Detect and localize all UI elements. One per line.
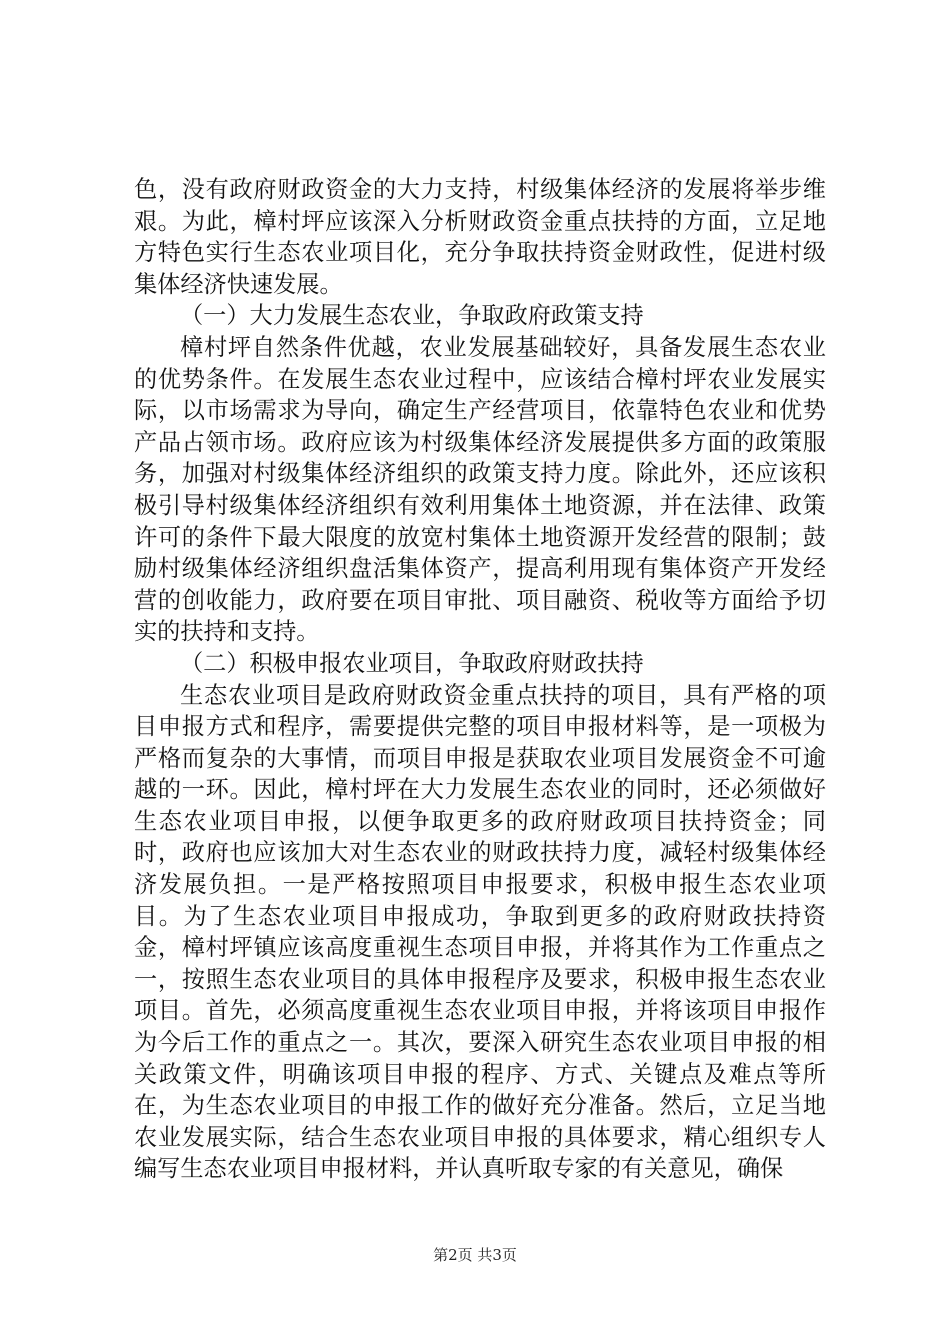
section-heading-2: （二）积极申报农业项目，争取政府财政扶持 [180,649,644,677]
section-heading-1: （一）大力发展生态农业，争取政府政策支持 [180,302,644,330]
paragraph-ecological-agriculture: 樟村坪自然条件优越，农业发展基础较好，具备发展生态农业的优势条件。在发展生态农业过程中，应该结合樟村坪农业发展实际，以市场需求为导向，确定生产经营项目，依靠特色农业和优势产品占领市场。政府应该为村级集体经济发展提供多方面的政策服务，加强对村级集体经济组织的政策支持力度。除此外，还应该积极引导村级集体经济组织有效利用集体土地资源，并在法律、政策许可的条件下最大限度的放宽村集体土地资源开发经营的限制；鼓励村级集体经济组织盘活集体资产，提高利用现有集体资产开发经营的创收能力，政府要在项目审批、项目融资、税收等方面给予切实的扶持和支持。 [134,333,826,646]
page-footer: 第2页 共3页 [433,1246,517,1264]
paragraph-continuation: 色，没有政府财政资金的大力支持，村级集体经济的发展将举步维艰。为此，樟村坪应该深入分析财政资金重点扶持的方面，立足地方特色实行生态农业项目化，充分争取扶持资金财政性，促进村级集体经济快速发展。 [134,176,826,298]
document-body [134,174,826,1185]
paragraph-project-application: 生态农业项目是政府财政资金重点扶持的项目，具有严格的项目申报方式和程序，需要提供完整的项目申报材料等，是一项极为严格而复杂的大事情，而项目申报是获取农业项目发展资金不可逾越的一环。因此，樟村坪在大力发展生态农业的同时，还必须做好生态农业项目申报，以便争取更多的政府财政项目扶持资金；同时，政府也应该加大对生态农业的财政扶持力度，减轻村级集体经济发展负担。一是严格按照项目申报要求，积极申报生态农业项目。为了生态农业项目申报成功，争取到更多的政府财政扶持资金，樟村坪镇应该高度重视生态项目申报，并将其作为工作重点之一，按照生态农业项目的具体申报程序及要求，积极申报生态农业项目。首先，必须高度重视生态农业项目申报，并将该项目申报作为今后工作的重点之一。其次，要深入研究生态农业项目申报的相关政策文件，明确该项目申报的程序、方式、关键点及难点等所在，为生态农业项目的申报工作的做好充分准备。然后，立足当地农业发展实际，结合生态农业项目申报的具体要求，精心组织专人编写生态农业项目申报材料，并认真听取专家的有关意见，确保 [134,681,826,1183]
